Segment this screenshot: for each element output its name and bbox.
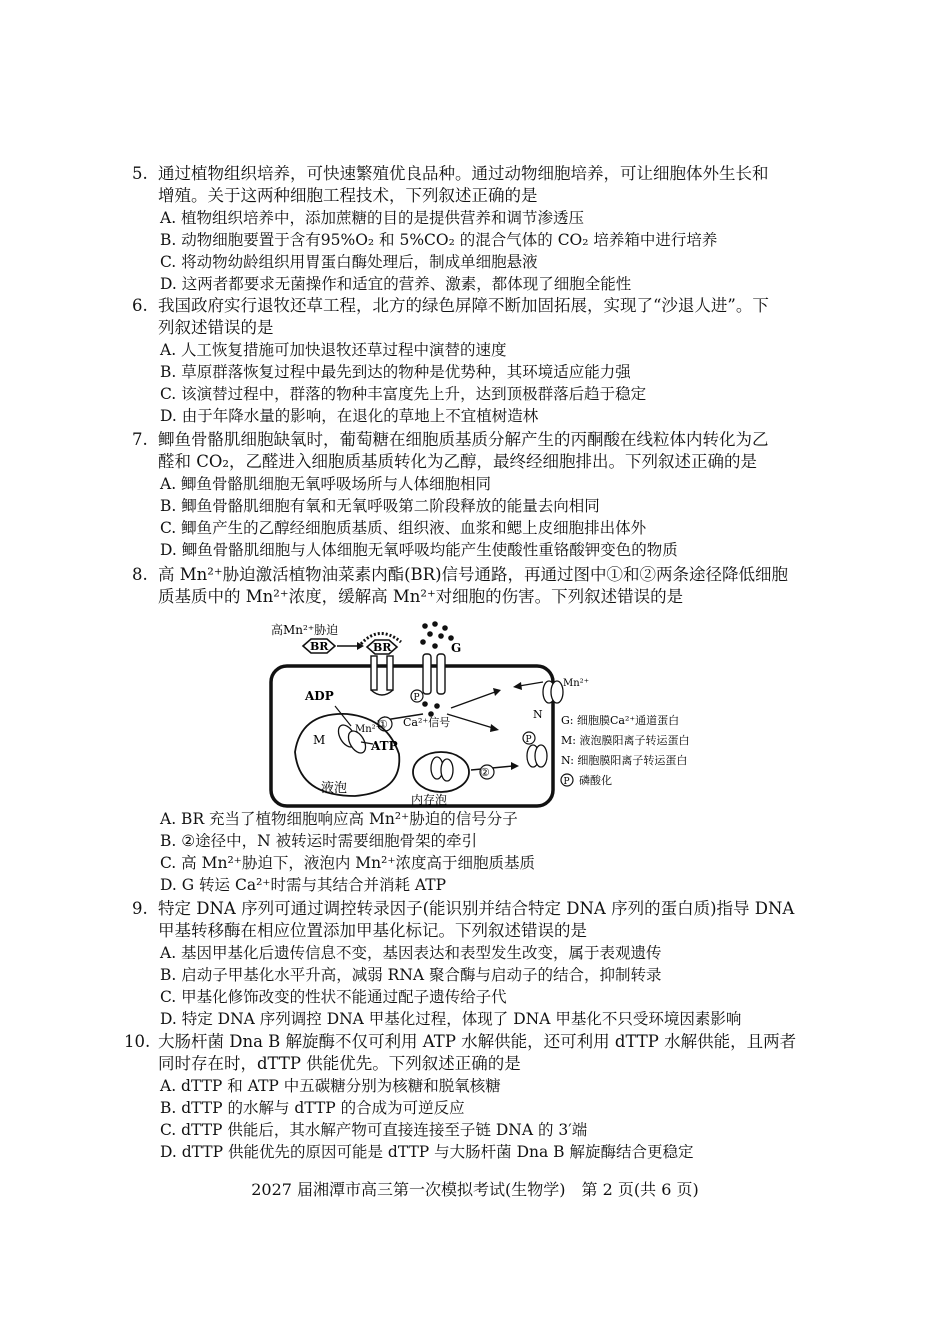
question-10 <box>124 1031 824 1163</box>
option-a: A. BR 充当了植物细胞响应高 Mn²⁺胁迫的信号分子 <box>160 810 518 828</box>
stem-line: 甲基转移酶在相应位置添加甲基化标记。下列叙述错误的是 <box>158 921 587 940</box>
stem-line: 同时存在时，dTTP 供能优先。下列叙述正确的是 <box>158 1054 521 1073</box>
ca-signal-label: Ca²⁺信号 <box>403 716 451 729</box>
question-stem <box>124 1031 824 1075</box>
option-a: A. 鲫鱼骨骼肌细胞无氧呼吸场所与人体细胞相同 <box>160 475 492 493</box>
question-stem <box>132 429 832 473</box>
stem-line: 醛和 CO₂，乙醛进入细胞质基质转化为乙醇，最终经细胞排出。下列叙述正确的是 <box>158 452 758 471</box>
question-8-options <box>132 808 832 896</box>
stem-line: 我国政府实行退牧还草工程，北方的绿色屏障不断加固拓展，实现了“沙退人进”。下 <box>158 296 769 315</box>
vacuole-label: 液泡 <box>321 781 348 796</box>
option-d: D. 由于年降水量的影响，在退化的草地上不宜植树造林 <box>160 407 539 425</box>
option-c: C. 鲫鱼产生的乙醇经细胞质基质、组织液、血浆和鳃上皮细胞排出体外 <box>160 519 647 537</box>
n-label: N <box>533 708 543 721</box>
legend-g: G: 细胞膜Ca²⁺通道蛋白 <box>561 714 680 727</box>
mn-label-outside: Mn²⁺ <box>563 678 589 689</box>
g-label: G <box>451 641 462 655</box>
question-number: 5. <box>132 164 148 183</box>
option-b: B. 鲫鱼骨骼肌细胞有氧和无氧呼吸第二阶段释放的能量去向相同 <box>160 497 600 515</box>
option-d: D. 这两者都要求无菌操作和适宜的营养、激素，都体现了细胞全能性 <box>160 275 632 293</box>
option-c: C. 甲基化修饰改变的性状不能通过配子遗传给子代 <box>160 988 507 1006</box>
figure-legend <box>561 713 689 787</box>
option-a: A. 植物组织培养中，添加蔗糖的目的是提供营养和调节渗透压 <box>160 209 585 227</box>
n-transporter-icon <box>527 681 563 767</box>
page-footer: 2027 届湘潭市高三第一次模拟考试(生物学) 第 2 页(共 6 页) <box>251 1180 699 1199</box>
stem-line: 通过植物组织培养，可快速繁殖优良品种。通过动物细胞培养，可让细胞体外生长和 <box>158 164 769 183</box>
p-symbol: P <box>413 693 420 703</box>
option-d: D. 鲫鱼骨骼肌细胞与人体细胞无氧呼吸均能产生使酸性重铬酸钾变色的物质 <box>160 541 678 559</box>
option-c: C. 将动物幼龄组织用胃蛋白酶处理后，制成单细胞悬液 <box>160 253 538 271</box>
option-d: D. G 转运 Ca²⁺时需与其结合并消耗 ATP <box>160 876 447 894</box>
question-number: 9. <box>132 899 148 918</box>
option-c: C. 该演替过程中，群落的物种丰富度先上升，达到顶极群落后趋于稳定 <box>160 385 647 403</box>
stem-line: 列叙述错误的是 <box>158 318 274 337</box>
stem-line: 大肠杆菌 Dna B 解旋酶不仅可利用 ATP 水解供能，还可利用 dTTP 水解供能，且两者 <box>158 1032 797 1051</box>
stem-line: 增殖。关于这两种细胞工程技术，下列叙述正确的是 <box>158 186 538 205</box>
option-d: D. dTTP 供能优先的原因可能是 dTTP 与大肠杆菌 Dna B 解旋酶结合更稳定 <box>160 1143 694 1161</box>
p-symbol: P <box>563 777 570 787</box>
question-number: 6. <box>132 296 148 315</box>
option-c: C. dTTP 供能后，其水解产物可直接连接至子链 DNA 的 3′端 <box>160 1121 588 1139</box>
question-number: 10. <box>124 1032 151 1051</box>
cell-diagram <box>265 620 725 810</box>
option-a: A. 人工恢复措施可加快退牧还草过程中演替的速度 <box>160 341 507 359</box>
question-stem <box>132 295 832 339</box>
option-b: B. 动物细胞要置于含有95%O₂ 和 5%CO₂ 的混合气体的 CO₂ 培养箱中进行培养 <box>160 231 718 249</box>
option-b: B. 草原群落恢复过程中最先到达的物种是优势种，其环境适应能力强 <box>160 363 631 381</box>
question-stem <box>132 898 832 942</box>
m-label: M <box>313 733 326 747</box>
storage-label: 内存泡 <box>411 793 448 807</box>
stem-line: 鲫鱼骨骼肌细胞缺氧时，葡萄糖在细胞质基质分解产生的丙酮酸在线粒体内转化为乙 <box>158 430 769 449</box>
legend-n: N: 细胞膜阳离子转运蛋白 <box>561 754 688 767</box>
question-8 <box>132 564 832 608</box>
question-6 <box>132 295 832 427</box>
br-bound-label: BR <box>373 641 392 654</box>
br-label: BR <box>310 640 329 653</box>
question-5 <box>132 163 832 295</box>
legend-m: M: 液泡膜阳离子转运蛋白 <box>561 734 690 747</box>
adp-label: ADP <box>305 689 334 703</box>
stem-line: 特定 DNA 序列可通过调控转录因子(能识别并结合特定 DNA 序列的蛋白质)指导 DNA <box>158 899 795 918</box>
stress-label: 高Mn²⁺胁迫 <box>271 623 339 637</box>
option-a: A. dTTP 和 ATP 中五碳糖分别为核糖和脱氧核糖 <box>160 1077 501 1095</box>
option-a: A. 基因甲基化后遗传信息不变，基因表达和表型发生改变，属于表观遗传 <box>160 944 662 962</box>
question-stem <box>132 564 832 608</box>
question-7 <box>132 429 832 561</box>
question-number: 7. <box>132 430 148 449</box>
route-1-label: ① <box>378 718 388 731</box>
stem-line: 高 Mn²⁺胁迫激活植物油菜素内酯(BR)信号通路，再通过图中①和②两条途径降低细胞 <box>158 565 789 584</box>
route-2-label: ② <box>480 766 490 779</box>
mn-label-vacuole: Mn²⁺ <box>355 724 381 735</box>
p-symbol: P <box>525 735 532 745</box>
option-d: D. 特定 DNA 序列调控 DNA 甲基化过程，体现了 DNA 甲基化不只受环境因素影响 <box>160 1010 742 1028</box>
option-b: B. dTTP 的水解与 dTTP 的合成为可逆反应 <box>160 1099 465 1117</box>
option-b: B. 启动子甲基化水平升高，减弱 RNA 聚合酶与启动子的结合，抑制转录 <box>160 966 662 984</box>
question-number: 8. <box>132 565 148 584</box>
question-stem <box>132 163 832 207</box>
stem-line: 质基质中的 Mn²⁺浓度，缓解高 Mn²⁺对细胞的伤害。下列叙述错误的是 <box>158 587 684 606</box>
option-b: B. ②途径中，N 被转运时需要细胞骨架的牵引 <box>160 832 478 850</box>
legend-p: 磷酸化 <box>579 774 612 787</box>
question-9 <box>132 898 832 1030</box>
g-channel-icon <box>423 654 431 694</box>
atp-label: ATP <box>371 739 398 753</box>
option-c: C. 高 Mn²⁺胁迫下，液泡内 Mn²⁺浓度高于细胞质基质 <box>160 854 536 872</box>
